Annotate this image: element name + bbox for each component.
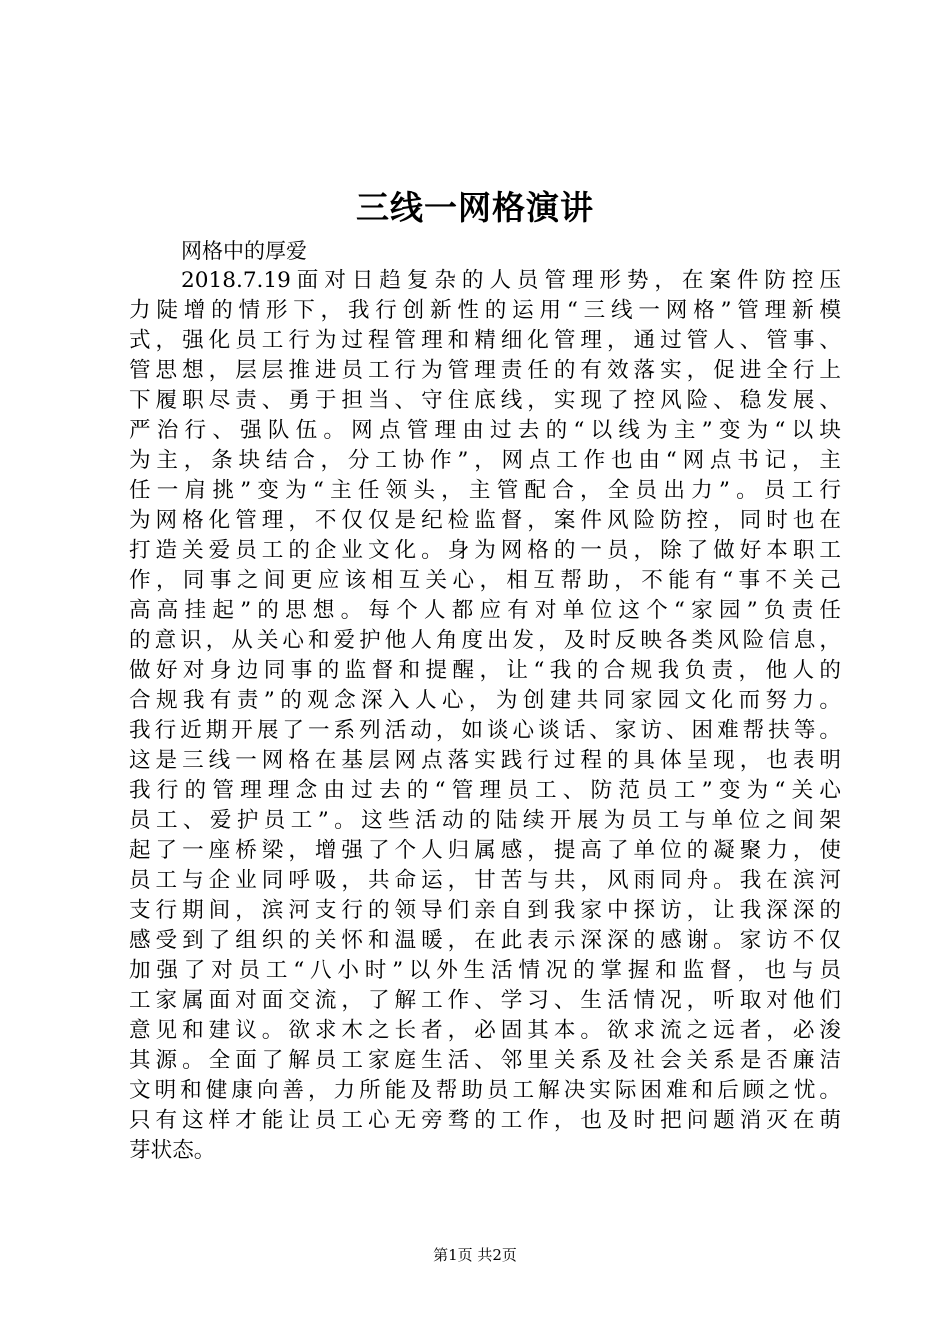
body-line: 作，同事之间更应该相互关心，相互帮助，不能有“事不关己 (129, 568, 841, 593)
body-line: 任一肩挑”变为“主任领头，主管配合，全员出力”。员工行 (129, 478, 841, 503)
body-line: 员工与企业同呼吸，共命运，甘苦与共，风雨同舟。我在滨河 (129, 868, 841, 893)
body-line: 工家属面对面交流，了解工作、学习、生活情况，听取对他们 (129, 988, 841, 1013)
body-line: 员工、爱护员工”。这些活动的陆续开展为员工与单位之间架 (129, 808, 841, 833)
body-line: 管思想，层层推进员工行为管理责任的有效落实，促进全行上 (129, 358, 841, 383)
body-line: 意见和建议。欲求木之长者，必固其本。欲求流之远者，必浚 (129, 1018, 841, 1043)
body-line: 这是三线一网格在基层网点落实践行过程的具体呈现，也表明 (129, 748, 841, 773)
body-line: 下履职尽责、勇于担当、守住底线，实现了控风险、稳发展、 (129, 388, 841, 413)
body-line: 起了一座桥梁，增强了个人归属感，提高了单位的凝聚力，使 (129, 838, 841, 863)
body-line: 加强了对员工“八小时”以外生活情况的掌握和监督，也与员 (129, 958, 841, 983)
body-line: 2018.7.19面对日趋复杂的人员管理形势，在案件防控压 (181, 268, 841, 293)
body-line: 合规我有责”的观念深入人心，为创建共同家园文化而努力。 (129, 688, 841, 713)
document-title: 三线一网格演讲 (356, 188, 594, 227)
body-line: 式，强化员工行为过程管理和精细化管理，通过管人、管事、 (129, 328, 841, 353)
body-line: 力陡增的情形下，我行创新性的运用“三线一网格”管理新模 (129, 298, 841, 323)
body-line: 我行近期开展了一系列活动，如谈心谈话、家访、困难帮扶等。 (129, 718, 841, 743)
body-text (129, 266, 841, 1166)
body-line: 为主，条块结合，分工协作”，网点工作也由“网点书记，主 (129, 448, 841, 473)
body-line: 我行的管理理念由过去的“管理员工、防范员工”变为“关心 (129, 778, 841, 803)
document-subtitle: 网格中的厚爱 (181, 239, 307, 263)
body-line: 为网格化管理，不仅仅是纪检监督，案件风险防控，同时也在 (129, 508, 841, 533)
body-line: 的意识，从关心和爱护他人角度出发，及时反映各类风险信息， (129, 628, 841, 653)
page-footer: 第1页 共2页 (433, 1246, 517, 1264)
body-line: 芽状态。 (129, 1138, 216, 1163)
body-line: 打造关爱员工的企业文化。身为网格的一员，除了做好本职工 (129, 538, 841, 563)
body-line: 严治行、强队伍。网点管理由过去的“以线为主”变为“以块 (129, 418, 841, 443)
body-line: 支行期间，滨河支行的领导们亲自到我家中探访，让我深深的 (129, 898, 841, 923)
body-line: 只有这样才能让员工心无旁骛的工作，也及时把问题消灭在萌 (129, 1108, 841, 1133)
body-line: 高高挂起”的思想。每个人都应有对单位这个“家园”负责任 (129, 598, 841, 623)
body-line: 做好对身边同事的监督和提醒，让“我的合规我负责，他人的 (129, 658, 841, 683)
body-line: 感受到了组织的关怀和温暖，在此表示深深的感谢。家访不仅 (129, 928, 841, 953)
body-line: 文明和健康向善，力所能及帮助员工解决实际困难和后顾之忧。 (129, 1078, 841, 1103)
body-line: 其源。全面了解员工家庭生活、邻里关系及社会关系是否廉洁 (129, 1048, 841, 1073)
